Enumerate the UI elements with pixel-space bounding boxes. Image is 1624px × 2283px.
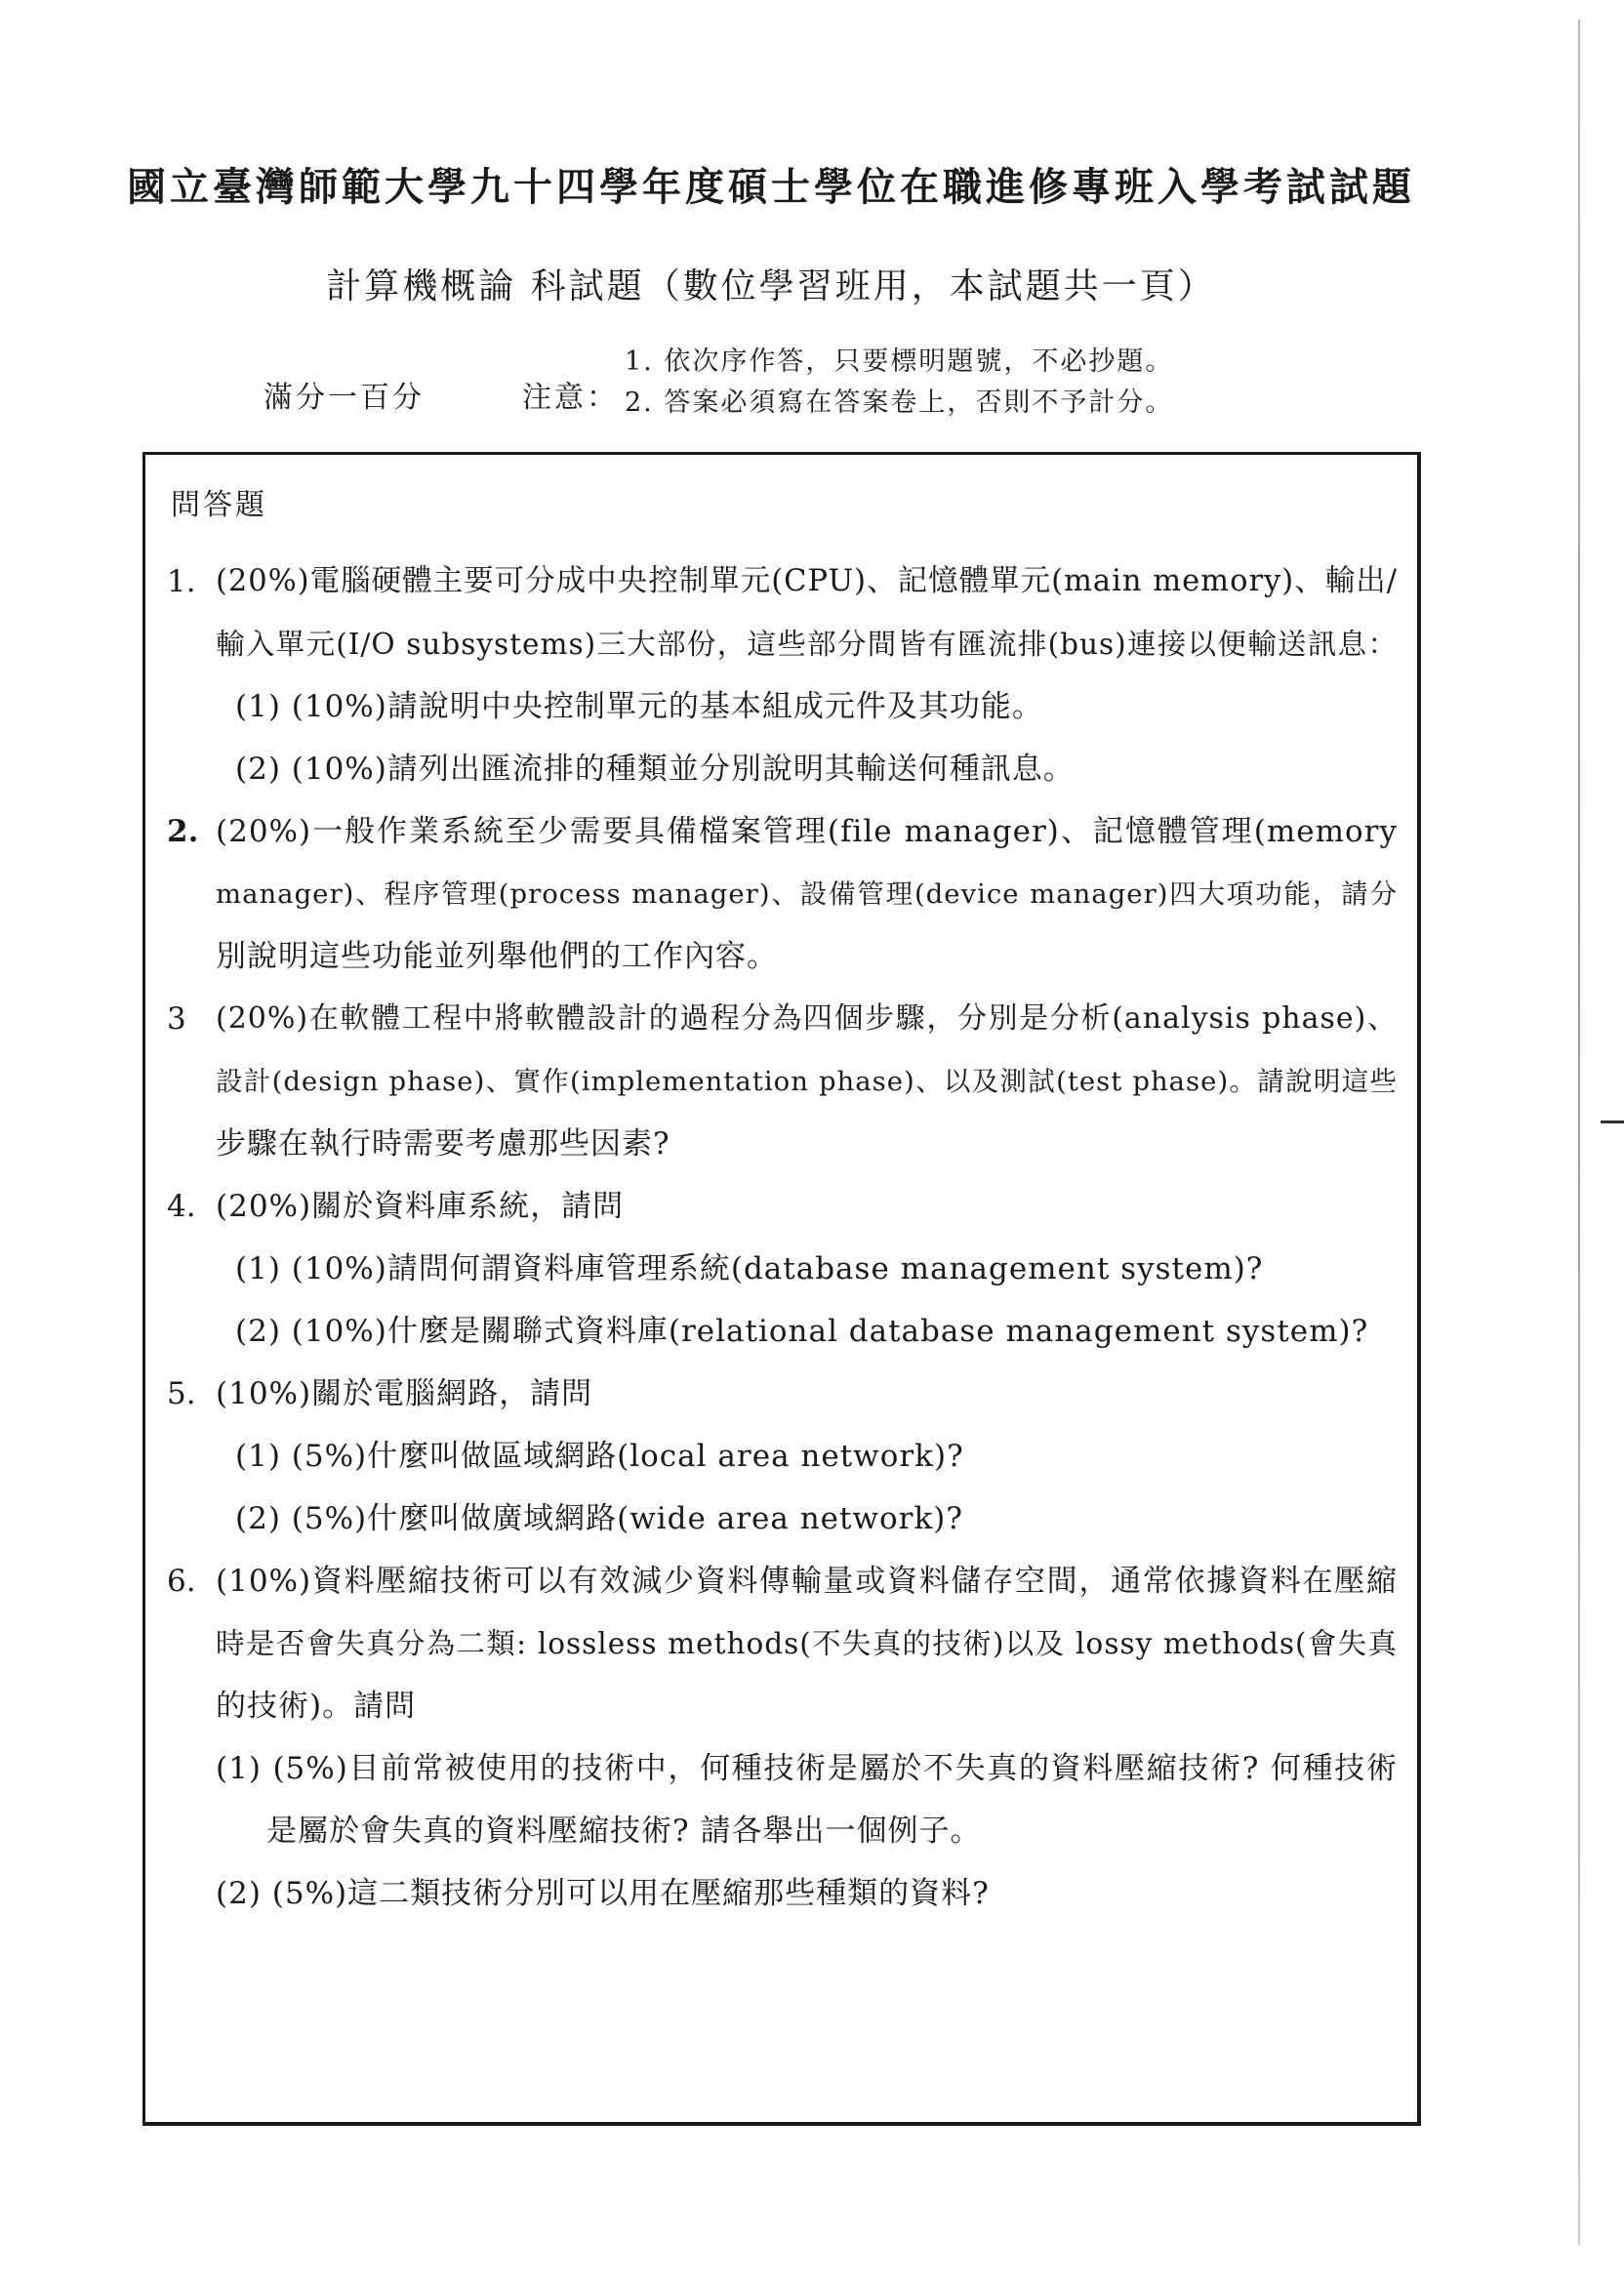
scan-edge-line bbox=[1578, 20, 1580, 2245]
sub-question: 是屬於會失真的資料壓縮技術? 請各舉出一個例子。 bbox=[266, 1814, 982, 1849]
question-line: (20%)電腦硬體主要可分成中央控制單元(CPU)、記憶體單元(main memory)、輸出/ bbox=[216, 564, 1398, 598]
section-label: 問答題 bbox=[171, 488, 267, 522]
sub-question: (1) (5%)目前常被使用的技術中，何種技術是屬於不失真的資料壓縮技術? 何種技術 bbox=[216, 1751, 1398, 1786]
question-line: 時是否會失真分為二類: lossless methods(不失真的技術)以及 lossy methods(會失真 bbox=[216, 1627, 1398, 1660]
full-score: 滿分一百分 bbox=[264, 381, 425, 415]
notice-label: 注意： bbox=[522, 381, 619, 415]
question-line: 的技術)。請問 bbox=[216, 1689, 417, 1724]
question-line: (20%)關於資料庫系統，請問 bbox=[216, 1189, 625, 1224]
sub-question: (2) (5%)這二類技術分別可以用在壓縮那些種類的資料? bbox=[216, 1876, 990, 1911]
question-line: manager)、程序管理(process manager)、設備管理(device manager)四大項功能，請分 bbox=[216, 878, 1398, 910]
sub-question: (1) (10%)請問何謂資料庫管理系統(database management system)? bbox=[235, 1251, 1264, 1286]
question-line: 別說明這些功能並列舉他們的工作內容。 bbox=[216, 939, 778, 974]
exam-subtitle: 計算機概論 科試題（數位學習班用，本試題共一頁） bbox=[326, 266, 1216, 306]
question-line: (20%)一般作業系統至少需要具備檔案管理(file manager)、記憶體管理(memory bbox=[216, 814, 1398, 849]
sub-question: (2) (5%)什麼叫做廣域網路(wide area network)? bbox=[235, 1501, 963, 1536]
notice-item: 2. 答案必須寫在答案卷上，否則不予計分。 bbox=[625, 387, 1174, 418]
notice-item: 1. 依次序作答，只要標明題號，不必抄題。 bbox=[625, 347, 1174, 377]
question-box bbox=[142, 452, 1421, 2126]
question-number: 1. bbox=[167, 564, 196, 599]
question-number: 5. bbox=[167, 1376, 196, 1411]
question-line: (10%)關於電腦網路，請問 bbox=[216, 1376, 593, 1411]
question-number: 2. bbox=[167, 814, 199, 849]
sub-question: (2) (10%)什麼是關聯式資料庫(relational database management system)? bbox=[235, 1314, 1369, 1349]
question-line: 輸入單元(I/O subsystems)三大部份，這些部分間皆有匯流排(bus)連接以便輸送訊息： bbox=[216, 628, 1398, 661]
scan-edge-mark bbox=[1601, 1121, 1624, 1123]
question-line: (10%)資料壓縮技術可以有效減少資料傳輸量或資料儲存空間，通常依據資料在壓縮 bbox=[216, 1564, 1398, 1599]
question-number: 3 bbox=[167, 1001, 186, 1037]
question-line: (20%)在軟體工程中將軟體設計的過程分為四個步驟，分別是分析(analysis phase)、 bbox=[216, 1001, 1398, 1036]
sub-question: (2) (10%)請列出匯流排的種類並分別說明其輸送何種訊息。 bbox=[235, 752, 1075, 787]
sub-question: (1) (5%)什麼叫做區域網路(local area network)? bbox=[235, 1439, 964, 1474]
question-number: 4. bbox=[167, 1189, 196, 1224]
notice-list bbox=[625, 342, 1173, 424]
question-line: 設計(design phase)、實作(implementation phase)、以及測試(test phase)。請說明這些 bbox=[216, 1066, 1398, 1097]
exam-title: 國立臺灣師範大學九十四學年度碩士學位在職進修專班入學考試試題 bbox=[127, 164, 1415, 210]
question-line: 步驟在執行時需要考慮那些因素? bbox=[216, 1126, 670, 1162]
sub-question: (1) (10%)請說明中央控制單元的基本組成元件及其功能。 bbox=[235, 689, 1043, 724]
question-number: 6. bbox=[167, 1564, 196, 1599]
